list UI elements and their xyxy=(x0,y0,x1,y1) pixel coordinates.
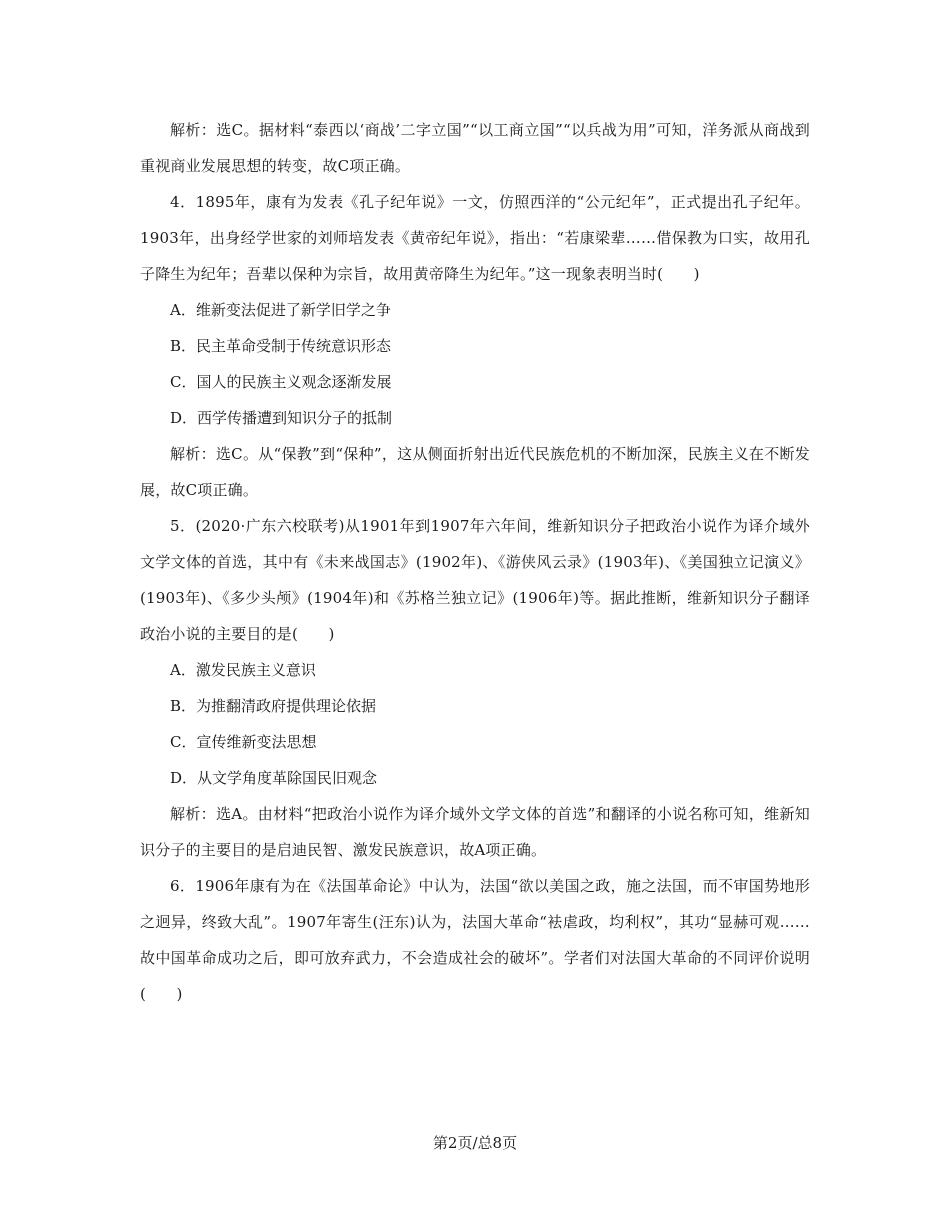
option-4d: D．西学传播遭到知识分子的抵制 xyxy=(170,409,393,427)
option-4a: A．维新变法促进了新学旧学之争 xyxy=(170,301,391,319)
analysis-q4: 解析：选C。从“保教”到“保种”，这从侧面折射出近代民族危机的不断加深，民族主义在不断发展，故C项正确。 xyxy=(140,445,810,499)
option-4b: B．民主革命受制于传统意识形态 xyxy=(170,337,392,355)
question-6: 6．1906年康有为在《法国革命论》中认为，法国“欲以美国之政，施之法国，而不审国势地形之迥异，终致大乱”。1907年寄生(汪东)认为，法国大革命“袪虐政，均利权”，其功“显赫可观……故中国革命成功之后，即可放弃武力，不会造成社会的破坏”。学者们对法国大革命的不同评价说明( ) xyxy=(140,877,810,1003)
option-5b: B．为推翻清政府提供理论依据 xyxy=(170,697,377,715)
page-content xyxy=(140,112,810,1012)
analysis-q3: 解析：选C。据材料“泰西以‘商战’二字立国”“以工商立国”“以兵战为用”可知，洋务派从商战到重视商业发展思想的转变，故C项正确。 xyxy=(140,121,810,175)
option-5d: D．从文学角度革除国民旧观念 xyxy=(170,769,378,787)
page-footer: 第2页/总8页 xyxy=(432,1134,518,1152)
question-4: 4．1895年，康有为发表《孔子纪年说》一文，仿照西洋的“公元纪年”，正式提出孔子纪年。1903年，出身经学世家的刘师培发表《黄帝纪年说》，指出：“若康梁辈……借保教为口实，故用孔子降生为纪年；吾辈以保种为宗旨，故用黄帝降生为纪年。”这一现象表明当时( ) xyxy=(140,193,810,283)
option-5a: A．激发民族主义意识 xyxy=(170,661,316,679)
option-4c: C．国人的民族主义观念逐渐发展 xyxy=(170,373,392,391)
analysis-q5: 解析：选A。由材料“把政治小说作为译介域外文学文体的首选”和翻译的小说名称可知，维新知识分子的主要目的是启迪民智、激发民族意识，故A项正确。 xyxy=(140,805,810,859)
option-5c: C．宣传维新变法思想 xyxy=(170,733,317,751)
question-5: 5．(2020·广东六校联考)从1901年到1907年六年间，维新知识分子把政治小说作为译介域外文学文体的首选，其中有《未来战国志》(1902年)、《游侠风云录》(1903年)、《美国独立记演义》(1903年)、《多少头颅》(1904年)和《苏格兰独立记》(1906年)等。据此推断，维新知识分子翻译政治小说的主要目的是( ) xyxy=(140,517,810,643)
